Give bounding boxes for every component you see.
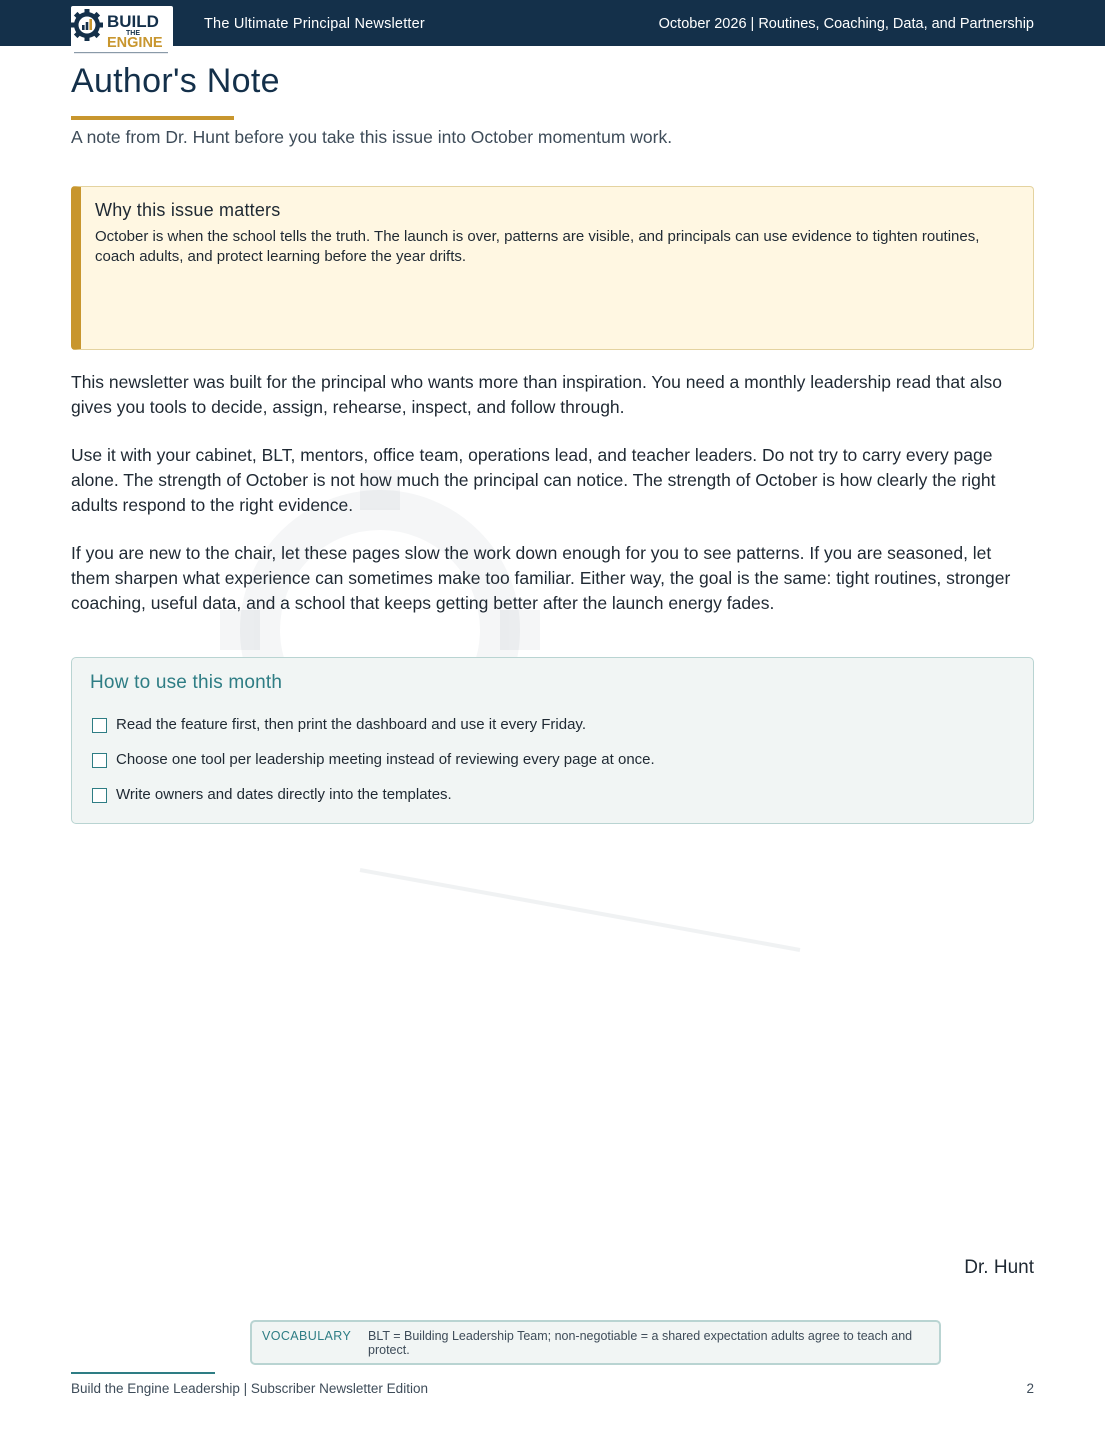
svg-text:ENGINE: ENGINE: [107, 35, 163, 51]
svg-text:BUILD: BUILD: [107, 12, 159, 31]
checklist-item-label: Choose one tool per leadership meeting instead of reviewing every page at once.: [116, 751, 655, 768]
how-to-use-panel: [71, 657, 1034, 824]
page-title: Author's Note: [71, 62, 280, 100]
author-signature: Dr. Hunt: [964, 1257, 1034, 1278]
issue-info: October 2026 | Routines, Coaching, Data, and Partnership: [658, 16, 1034, 32]
body-paragraph: If you are new to the chair, let these pages slow the work down enough for you to see patterns. If you are seasoned, let them sharpen what experience can sometimes make too familiar. Either way, the goal is the same: tight routines, stronger coaching, useful data, and a school that keeps getting better after the launch energy fades.: [71, 543, 1011, 613]
checkbox[interactable]: [92, 788, 107, 803]
footer-text: Build the Engine Leadership | Subscriber Newsletter Edition: [71, 1381, 428, 1396]
why-this-issue-matters-callout: [71, 186, 1034, 350]
checkbox[interactable]: [92, 718, 107, 733]
callout-body: October is when the school tells the truth. The launch is over, patterns are visible, and principals can use evidence to tighten routines, coach adults, and protect learning before the year drifts.: [95, 228, 980, 265]
header-bar: [0, 0, 1105, 51]
page-number: 2: [1026, 1381, 1034, 1396]
vocabulary-text: BLT = Building Leadership Team; non-negotiable = a shared expectation adults agree to teach and protect.: [368, 1329, 913, 1357]
checklist-item-label: Write owners and dates directly into the templates.: [116, 786, 452, 803]
callout-heading: Why this issue matters: [95, 200, 281, 220]
checklist-item-label: Read the feature first, then print the dashboard and use it every Friday.: [116, 716, 586, 733]
vocabulary-box: [250, 1320, 941, 1365]
newsletter-title: The Ultimate Principal Newsletter: [204, 16, 425, 32]
build-the-engine-logo: [71, 6, 173, 56]
vocabulary-label: VOCABULARY: [262, 1329, 352, 1343]
page-subtitle: A note from Dr. Hunt before you take this issue into October momentum work.: [71, 127, 673, 147]
body-paragraph: Use it with your cabinet, BLT, mentors, office team, operations lead, and teacher leaders. Do not try to carry every page alone. The strength of October is not how much the principal can notice. The strength of October is how clearly the right adults respond to the right evidence.: [71, 445, 996, 515]
title-underline: [71, 116, 234, 120]
how-to-heading: How to use this month: [90, 672, 283, 693]
svg-text:THE: THE: [126, 30, 140, 37]
body-paragraph: This newsletter was built for the principal who wants more than inspiration. You need a monthly leadership read that also gives you tools to decide, assign, rehearse, inspect, and follow through.: [71, 372, 1002, 417]
checkbox[interactable]: [92, 753, 107, 768]
footer-rule: [71, 1372, 215, 1374]
